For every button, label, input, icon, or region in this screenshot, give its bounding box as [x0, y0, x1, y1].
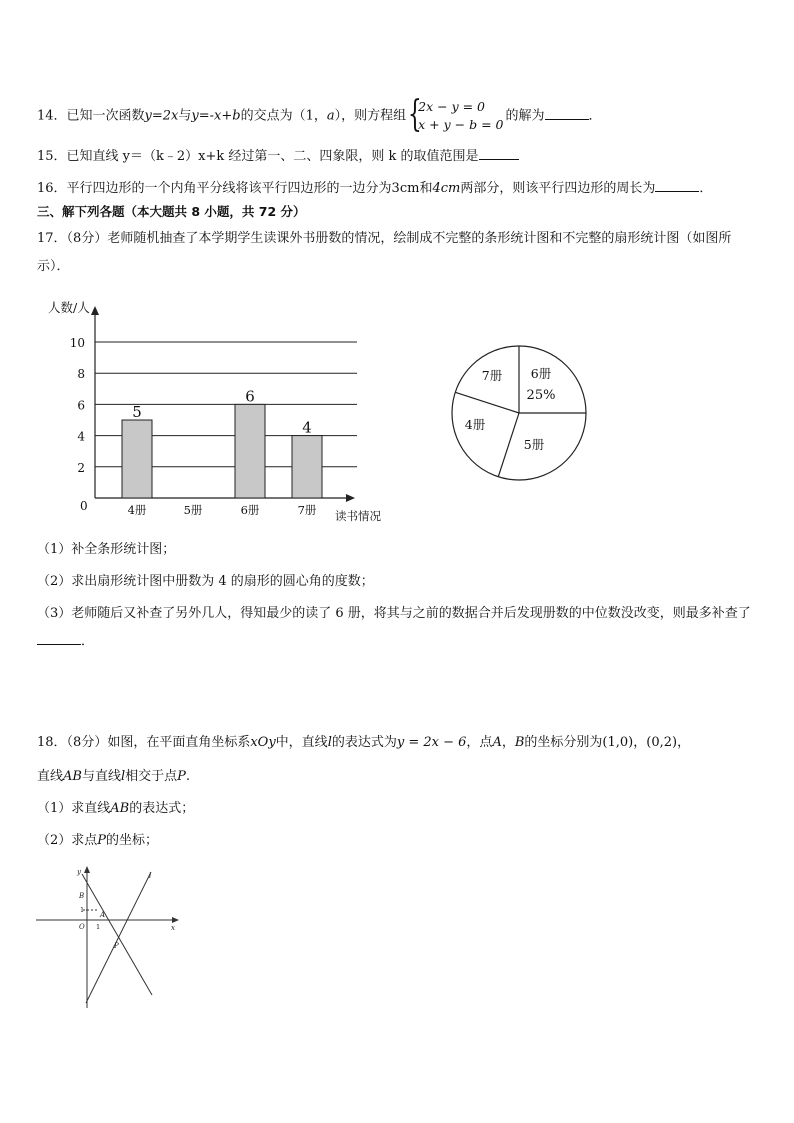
x-axis-arrow: [346, 494, 355, 502]
label-a: A: [100, 911, 106, 919]
question-17-stem: 17．（8分）老师随机抽查了本学期学生读课外书册数的情况，绘制成不完整的条形统计图和不完整的扇形统计图（如图所示）．: [37, 231, 732, 274]
pie-slice-percent: 25%: [526, 388, 556, 403]
answer-blank[interactable]: [545, 107, 589, 120]
bar-data-label: 5: [132, 403, 142, 421]
origin-label: 0: [80, 499, 88, 513]
label-b: B: [79, 892, 85, 900]
q17-figure: [0, 290, 794, 530]
bar-data-label: 4: [302, 418, 312, 437]
question-18-part-2: （2）求点P的坐标；: [37, 833, 159, 848]
pie-slice-label: 6册: [530, 366, 552, 381]
y-tick-label: 4: [77, 429, 85, 444]
y-tick-label: 8: [77, 367, 85, 382]
pie-slice-label: 4册: [464, 417, 486, 432]
y-axis-arrow: [91, 306, 99, 315]
y-tick-label: 2: [77, 460, 85, 475]
y-tick-label: 6: [77, 398, 85, 413]
y-axis-title: 人数/人: [48, 300, 90, 315]
x-axis-title: 读书情况: [335, 509, 381, 523]
answer-blank[interactable]: [37, 632, 81, 645]
answer-blank[interactable]: [655, 179, 699, 192]
question-16: 16．平行四边形的一个内角平分线将该平行四边形的一边分为3cm和4cm两部分，则该平行四边形的周长为 ．: [37, 181, 713, 196]
answer-blank[interactable]: [479, 147, 519, 160]
bar: [235, 404, 265, 498]
pie-slice-label: 5册: [523, 437, 545, 452]
label-y: y: [77, 868, 81, 876]
x-axis-arrow: [172, 917, 179, 923]
question-17-part-3: （3）老师随后又补查了另外几人，得知最少的读了 6 册，将其与之前的数据合并后发现册数的中位数没改变，则最多补查了．: [37, 606, 751, 649]
question-15: 15．已知直线 y＝（k﹣2）x+k 经过第一、二、四象限，则 k 的取值范围是: [37, 147, 519, 165]
question-18-line-1: 18．（8分）如图，在平面直角坐标系xOy中，直线l的表达式为y = 2x − 6，点A，B的坐标分别为(1,0)，(0,2)，: [37, 735, 691, 750]
equation-system: { 2x − y = 0 x + y − b = 0: [408, 94, 504, 135]
y-tick-label: 10: [69, 336, 85, 350]
question-18-part-1: （1）求直线AB的表达式；: [37, 801, 195, 816]
label-x-one: 1: [96, 923, 101, 931]
label-origin: O: [79, 923, 85, 931]
pie-chart: [452, 346, 586, 480]
q18-coordinate-graph: [30, 860, 190, 1010]
section-heading: 三、解下列各题（本大题共 8 小题，共 72 分）: [37, 204, 306, 219]
bar-chart: [48, 300, 381, 523]
x-tick-label: 6册: [240, 503, 260, 517]
label-x: x: [171, 924, 175, 932]
x-tick-label: 4册: [127, 503, 147, 517]
question-17-part-1: （1）补全条形统计图；: [37, 542, 176, 557]
bar: [292, 436, 322, 498]
bar: [122, 420, 152, 498]
x-tick-label: 5册: [183, 503, 203, 517]
label-l: l: [149, 872, 152, 880]
label-y-one: 1: [80, 906, 85, 914]
bar-data-label: 6: [245, 387, 255, 406]
line-l: [86, 872, 151, 1003]
brace-glyph: {: [408, 94, 422, 135]
x-tick-label: 7册: [297, 503, 317, 517]
question-14: 14．已知一次函数y=2x与y=-x+b的交点为（1，a），则方程组 { 2x − y = 0 x + y − b = 0 的解为 ．: [37, 94, 602, 135]
question-17-part-2: （2）求出扇形统计图中册数为 4 的扇形的圆心角的度数；: [37, 574, 374, 589]
pie-slice-label: 7册: [481, 368, 503, 383]
y-axis-arrow: [84, 866, 90, 873]
label-p: P: [114, 942, 119, 950]
question-18-line-2: 直线AB与直线l相交于点P.: [37, 769, 191, 784]
